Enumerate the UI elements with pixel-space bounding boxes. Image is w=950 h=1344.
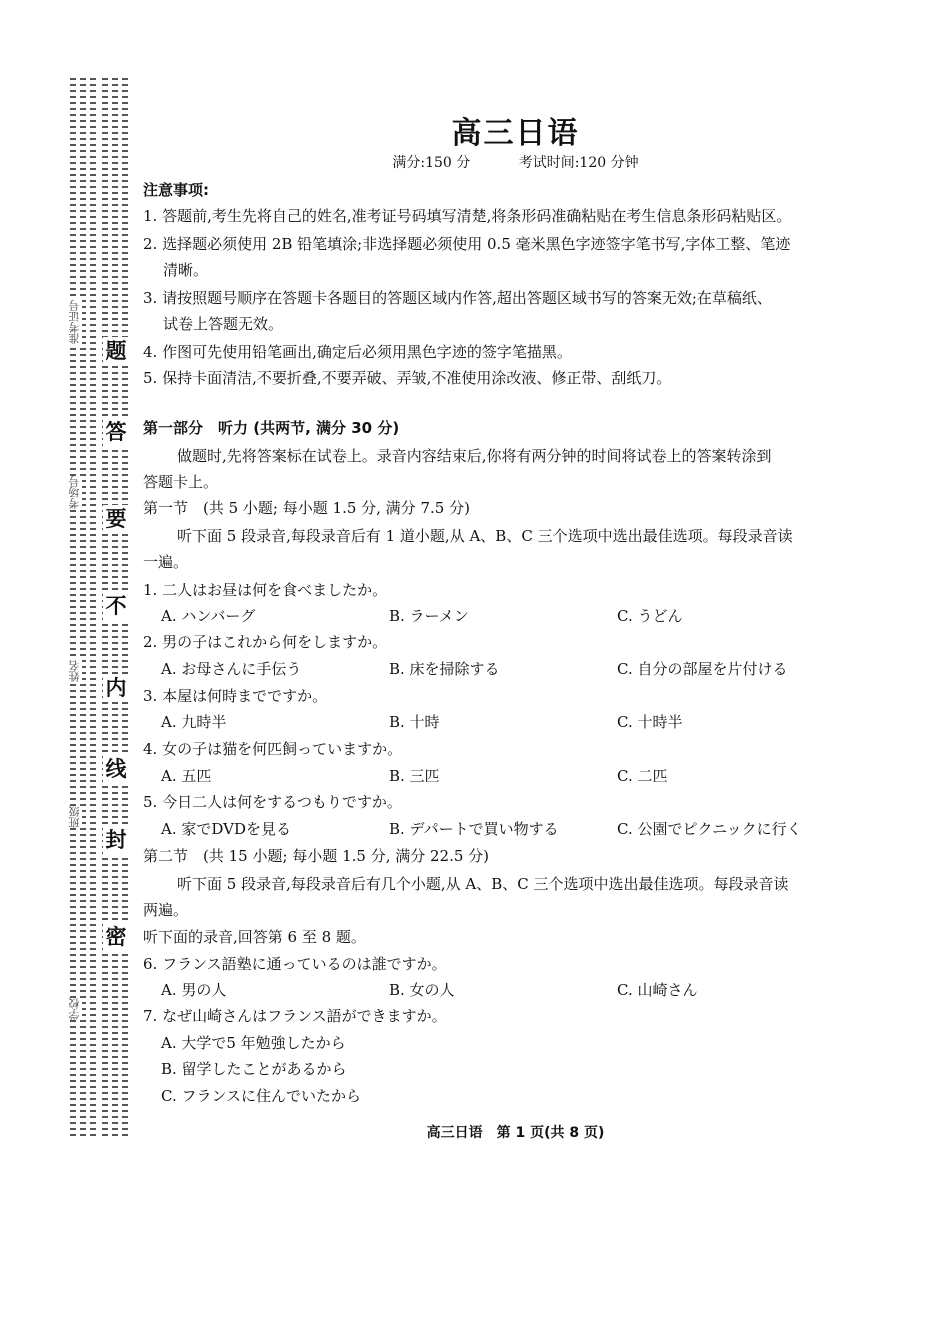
- section2-instructions: 听下面 5 段录音,每段录音后有几个小题,从 A、B、C 三个选项中选出最佳选项。每段录音读: [177, 875, 789, 893]
- binding-label-class: 班级: [68, 806, 81, 828]
- section1-heading: 第一节 (共 5 小题; 每小题 1.5 分, 满分 7.5 分): [143, 499, 470, 517]
- question-5: 5. 今日二人は何をするつもりですか。: [143, 793, 402, 811]
- seal-char: 内: [103, 674, 129, 702]
- score-line: [143, 152, 888, 172]
- question-3: 3. 本屋は何時までですか。: [143, 687, 328, 705]
- binding-stripe: [80, 78, 86, 1140]
- section1-instructions: 听下面 5 段录音,每段录音后有 1 道小题,从 A、B、C 三个选项中选出最佳选项。每段录音读: [177, 527, 793, 545]
- q5-option-b: B. デパートで買い物する: [389, 820, 559, 838]
- binding-label-name: 姓名: [68, 660, 81, 682]
- q2-option-a: A. お母さんに手伝う: [161, 660, 302, 678]
- q3-option-c: C. 十時半: [617, 713, 683, 731]
- exam-time: 考试时间:120 分钟: [518, 155, 639, 171]
- notice-line: 清晰。: [163, 261, 209, 279]
- seal-char: 线: [103, 755, 129, 783]
- q3-option-a: A. 九時半: [161, 713, 227, 731]
- seal-char: 题: [103, 337, 129, 365]
- seal-char: 密: [103, 923, 129, 951]
- part1-intro: 答题卡上。: [143, 473, 219, 491]
- question-1: 1. 二人はお昼は何を食べましたか。: [143, 581, 388, 599]
- question-6: 6. フランス語塾に通っているのは誰ですか。: [143, 955, 447, 973]
- page-title: 高三日语: [451, 116, 580, 151]
- section1-instructions: 一遍。: [143, 553, 189, 571]
- q7-option-b: B. 留学したことがあるから: [161, 1060, 347, 1078]
- page-footer: 高三日语 第 1 页(共 8 页): [426, 1125, 605, 1141]
- q6-option-c: C. 山崎さん: [617, 981, 698, 999]
- section2-heading: 第二节 (共 15 小题; 每小题 1.5 分, 满分 22.5 分): [143, 847, 490, 865]
- seal-char: 要: [103, 505, 129, 533]
- q4-option-c: C. 二匹: [617, 767, 668, 785]
- q5-option-c: C. 公園でピクニックに行く: [617, 820, 802, 838]
- question-7: 7. なぜ山崎さんはフランス語ができますか。: [143, 1007, 447, 1025]
- q7-option-c: C. フランスに住んでいたから: [161, 1087, 362, 1105]
- q2-option-b: B. 床を掃除する: [389, 660, 500, 678]
- section2-instructions: 两遍。: [143, 901, 189, 919]
- part1-intro: 做题时,先将答案标在试卷上。录音内容结束后,你将有两分钟的时间将试卷上的答案转涂到: [177, 447, 772, 465]
- notice-line: 试卷上答题无效。: [163, 315, 284, 333]
- notice-line: 2. 选择题必须使用 2B 铅笔填涂;非选择题必须使用 0.5 毫米黑色字迹签字笔书写,字体工整、笔迹: [143, 235, 791, 253]
- binding-label-school: 学校: [68, 998, 81, 1020]
- seal-char: 不: [103, 592, 129, 620]
- question-2: 2. 男の子はこれから何をしますか。: [143, 633, 388, 651]
- group-intro: 听下面的录音,回答第 6 至 8 题。: [143, 928, 366, 946]
- notice-line: 4. 作图可先使用铅笔画出,确定后必须用黑色字迹的签字笔描黑。: [143, 343, 572, 361]
- seal-char: 封: [103, 826, 129, 854]
- q2-option-c: C. 自分の部屋を片付ける: [617, 660, 788, 678]
- seal-char: 答: [103, 418, 129, 446]
- q4-option-a: A. 五匹: [161, 767, 212, 785]
- q6-option-a: A. 男の人: [161, 981, 227, 999]
- q1-option-b: B. ラーメン: [389, 607, 469, 625]
- notice-line: 1. 答题前,考生先将自己的姓名,准考证号码填写清楚,将条形码准确粘贴在考生信息条形码粘贴区。: [143, 207, 792, 225]
- q6-option-b: B. 女の人: [389, 981, 455, 999]
- notice-heading: 注意事项:: [143, 181, 209, 199]
- q4-option-b: B. 三匹: [389, 767, 440, 785]
- q7-option-a: A. 大学で5 年勉強したから: [161, 1034, 346, 1052]
- notice-line: 5. 保持卡面清洁,不要折叠,不要弄破、弄皱,不准使用涂改液、修正带、刮纸刀。: [143, 369, 672, 387]
- question-4: 4. 女の子は猫を何匹飼っていますか。: [143, 740, 403, 758]
- q1-option-a: A. ハンバーグ: [161, 607, 256, 625]
- binding-stripe: [90, 78, 96, 1140]
- binding-label-room-number: 考场号: [68, 476, 81, 509]
- full-score: 满分:150 分: [392, 155, 471, 171]
- q3-option-b: B. 十時: [389, 713, 440, 731]
- q5-option-a: A. 家でDVDを見る: [161, 820, 291, 838]
- q1-option-c: C. うどん: [617, 607, 683, 625]
- part1-heading: 第一部分 听力 (共两节, 满分 30 分): [143, 419, 400, 437]
- binding-label-ticket-number: 准考证号: [68, 300, 81, 344]
- binding-stripe: [70, 78, 76, 1140]
- notice-line: 3. 请按照题号顺序在答题卡各题目的答题区域内作答,超出答题区域书写的答案无效;在草稿纸、: [143, 289, 772, 307]
